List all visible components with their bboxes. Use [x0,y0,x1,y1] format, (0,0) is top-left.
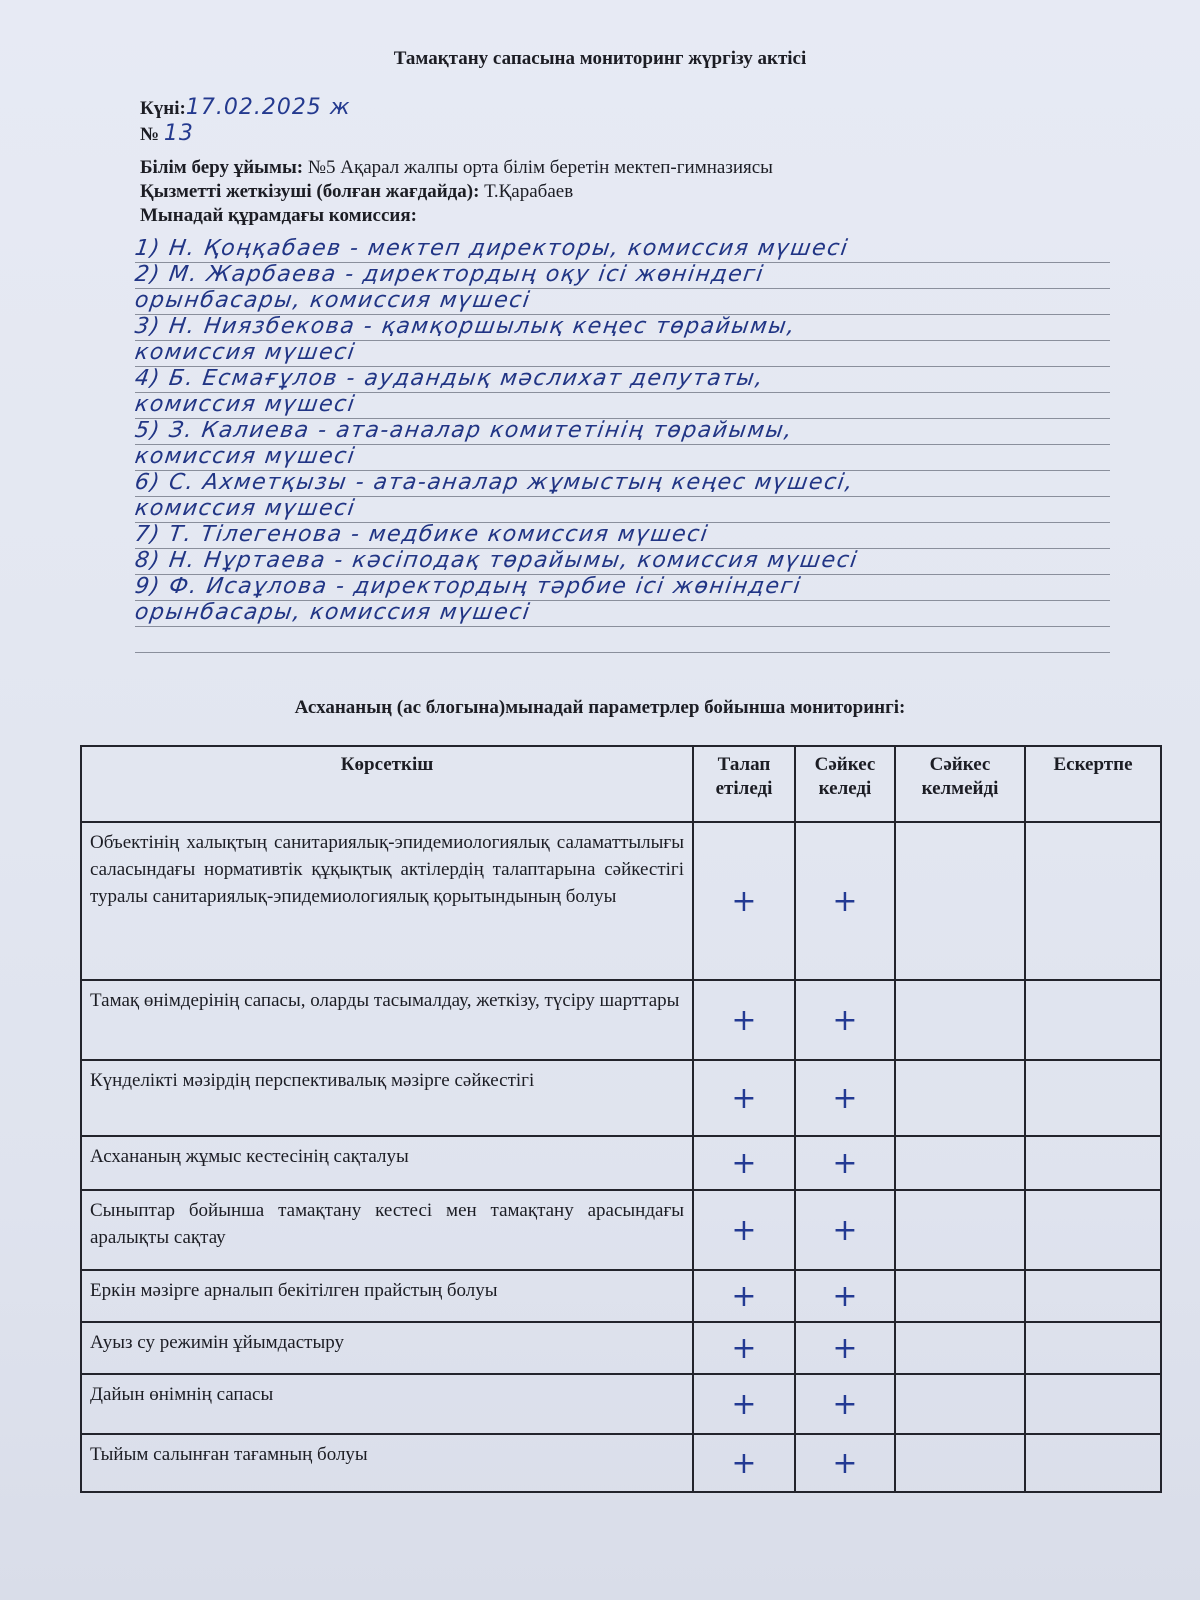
criterion-cell: Еркін мәзірге арналып бекітілген прайстың болуы [81,1270,693,1322]
compliant-mark: + [795,1190,895,1270]
commission-member-line: 9) Ф. Исаұлова - директордың тәрбие ісі жөніндегі [133,574,804,599]
criterion-cell: Асхананың жұмыс кестесінің сақталуы [81,1136,693,1190]
date-label: Күні: [140,98,186,119]
table-header-row [81,746,1161,822]
commission-member-line: 5) З. Калиева - ата-аналар комитетінің төрайымы, [133,418,795,443]
table-row [81,1136,1161,1190]
criterion-cell: Тамақ өнімдерінің сапасы, оларды тасымалдау, жеткізу, түсіру шарттары [81,980,693,1060]
document-title: Тамақтану сапасына мониторинг жүргізу актісі [393,48,807,69]
commission-member-line: комиссия мүшесі [133,392,358,417]
table-row [81,980,1161,1060]
required-mark: + [693,1136,795,1190]
table-row [81,1060,1161,1136]
ruled-line [135,626,1110,627]
note-cell [1025,1322,1161,1374]
compliant-mark: + [795,1322,895,1374]
commission-label-line [140,204,417,228]
required-mark: + [693,822,795,980]
commission-member-line: орынбасары, комиссия мүшесі [133,600,533,625]
compliant-mark: + [795,980,895,1060]
noncompliant-cell [895,1060,1025,1136]
required-mark: + [693,1060,795,1136]
required-mark: + [693,1270,795,1322]
commission-member-line: комиссия мүшесі [133,496,358,521]
monitoring-section-title: Асхананың (ас блогына)мынадай параметрлер бойынша мониторингі: [294,697,906,718]
date-line [140,96,351,121]
table-row [81,1322,1161,1374]
criterion-cell: Тыйым салынған тағамның болуы [81,1434,693,1492]
commission-member-line: 3) Н. Ниязбекова - қамқоршылық кеңес төрайымы, [133,314,798,339]
noncompliant-cell [895,1374,1025,1434]
table-row [81,1190,1161,1270]
header-noncompliant: Сәйкес келмейді [895,746,1025,822]
note-cell [1025,1374,1161,1434]
noncompliant-cell [895,1434,1025,1492]
organization-label: Білім беру ұйымы: [140,157,304,178]
header-compliant: Сәйкес келеді [795,746,895,822]
compliant-mark: + [795,1374,895,1434]
note-cell [1025,1136,1161,1190]
organization-value: №5 Ақарал жалпы орта білім беретін мектеп-гимназиясы [303,157,773,178]
criterion-cell: Сыныптар бойынша тамақтану кестесі мен тамақтану арасындағы аралықты сақтау [81,1190,693,1270]
commission-member-line: комиссия мүшесі [133,340,358,365]
commission-member-line: 7) Т. Тілегенова - медбике комиссия мүшесі [133,522,711,547]
organization-line [140,156,773,180]
noncompliant-cell [895,1190,1025,1270]
number-line [140,122,194,147]
compliant-mark: + [795,1270,895,1322]
monitoring-table [80,745,1162,1493]
table-row [81,1434,1161,1492]
table-row [81,1374,1161,1434]
number-value: 13 [163,121,194,146]
noncompliant-cell [895,1136,1025,1190]
header-note: Ескертпе [1025,746,1161,822]
note-cell [1025,1434,1161,1492]
required-mark: + [693,1374,795,1434]
commission-member-line: 6) С. Ахметқызы - ата-аналар жұмыстың кеңес мүшесі, [133,470,856,495]
ruled-line [135,652,1110,653]
required-mark: + [693,980,795,1060]
header-required: Талап етіледі [693,746,795,822]
commission-member-line: орынбасары, комиссия мүшесі [133,288,533,313]
criterion-cell: Ауыз су режимін ұйымдастыру [81,1322,693,1374]
note-cell [1025,822,1161,980]
criterion-cell: Объектінің халықтың санитариялық-эпидемиологиялық саламаттылығы саласындағы нормативтік құқықтық актілердің талаптарына сәйкестігі туралы санитариялық-эпидемиологиялық қорытындының болуы [81,822,693,980]
compliant-mark: + [795,1060,895,1136]
criterion-cell: Күнделікті мәзірдің перспективалық мәзірге сәйкестігі [81,1060,693,1136]
compliant-mark: + [795,822,895,980]
commission-member-line: комиссия мүшесі [133,444,358,469]
commission-member-line: 1) Н. Қоңқабаев - мектеп директоры, комиссия мүшесі [133,236,851,261]
noncompliant-cell [895,1270,1025,1322]
criterion-cell: Дайын өнімнің сапасы [81,1374,693,1434]
noncompliant-cell [895,1322,1025,1374]
table-row [81,822,1161,980]
required-mark: + [693,1322,795,1374]
supplier-value: Т.Қарабаев [479,181,574,202]
note-cell [1025,980,1161,1060]
number-label: № [140,124,160,145]
required-mark: + [693,1190,795,1270]
compliant-mark: + [795,1136,895,1190]
table-row [81,1270,1161,1322]
note-cell [1025,1060,1161,1136]
commission-member-line: 8) Н. Нұртаева - кәсіподақ төрайымы, комиссия мүшесі [133,548,860,573]
header-indicator: Көрсеткіш [81,746,693,822]
date-value: 17.02.2025 ж [185,95,351,120]
commission-label: Мынадай құрамдағы комиссия: [140,205,417,226]
note-cell [1025,1190,1161,1270]
commission-member-line: 4) Б. Есмағұлов - аудандық мәслихат депутаты, [133,366,766,391]
commission-member-line: 2) М. Жарбаева - директордың оқу ісі жөніндегі [133,262,766,287]
supplier-label: Қызметті жеткізуші (болған жағдайда): [140,181,480,202]
note-cell [1025,1270,1161,1322]
compliant-mark: + [795,1434,895,1492]
required-mark: + [693,1434,795,1492]
noncompliant-cell [895,980,1025,1060]
noncompliant-cell [895,822,1025,980]
supplier-line [140,180,573,204]
